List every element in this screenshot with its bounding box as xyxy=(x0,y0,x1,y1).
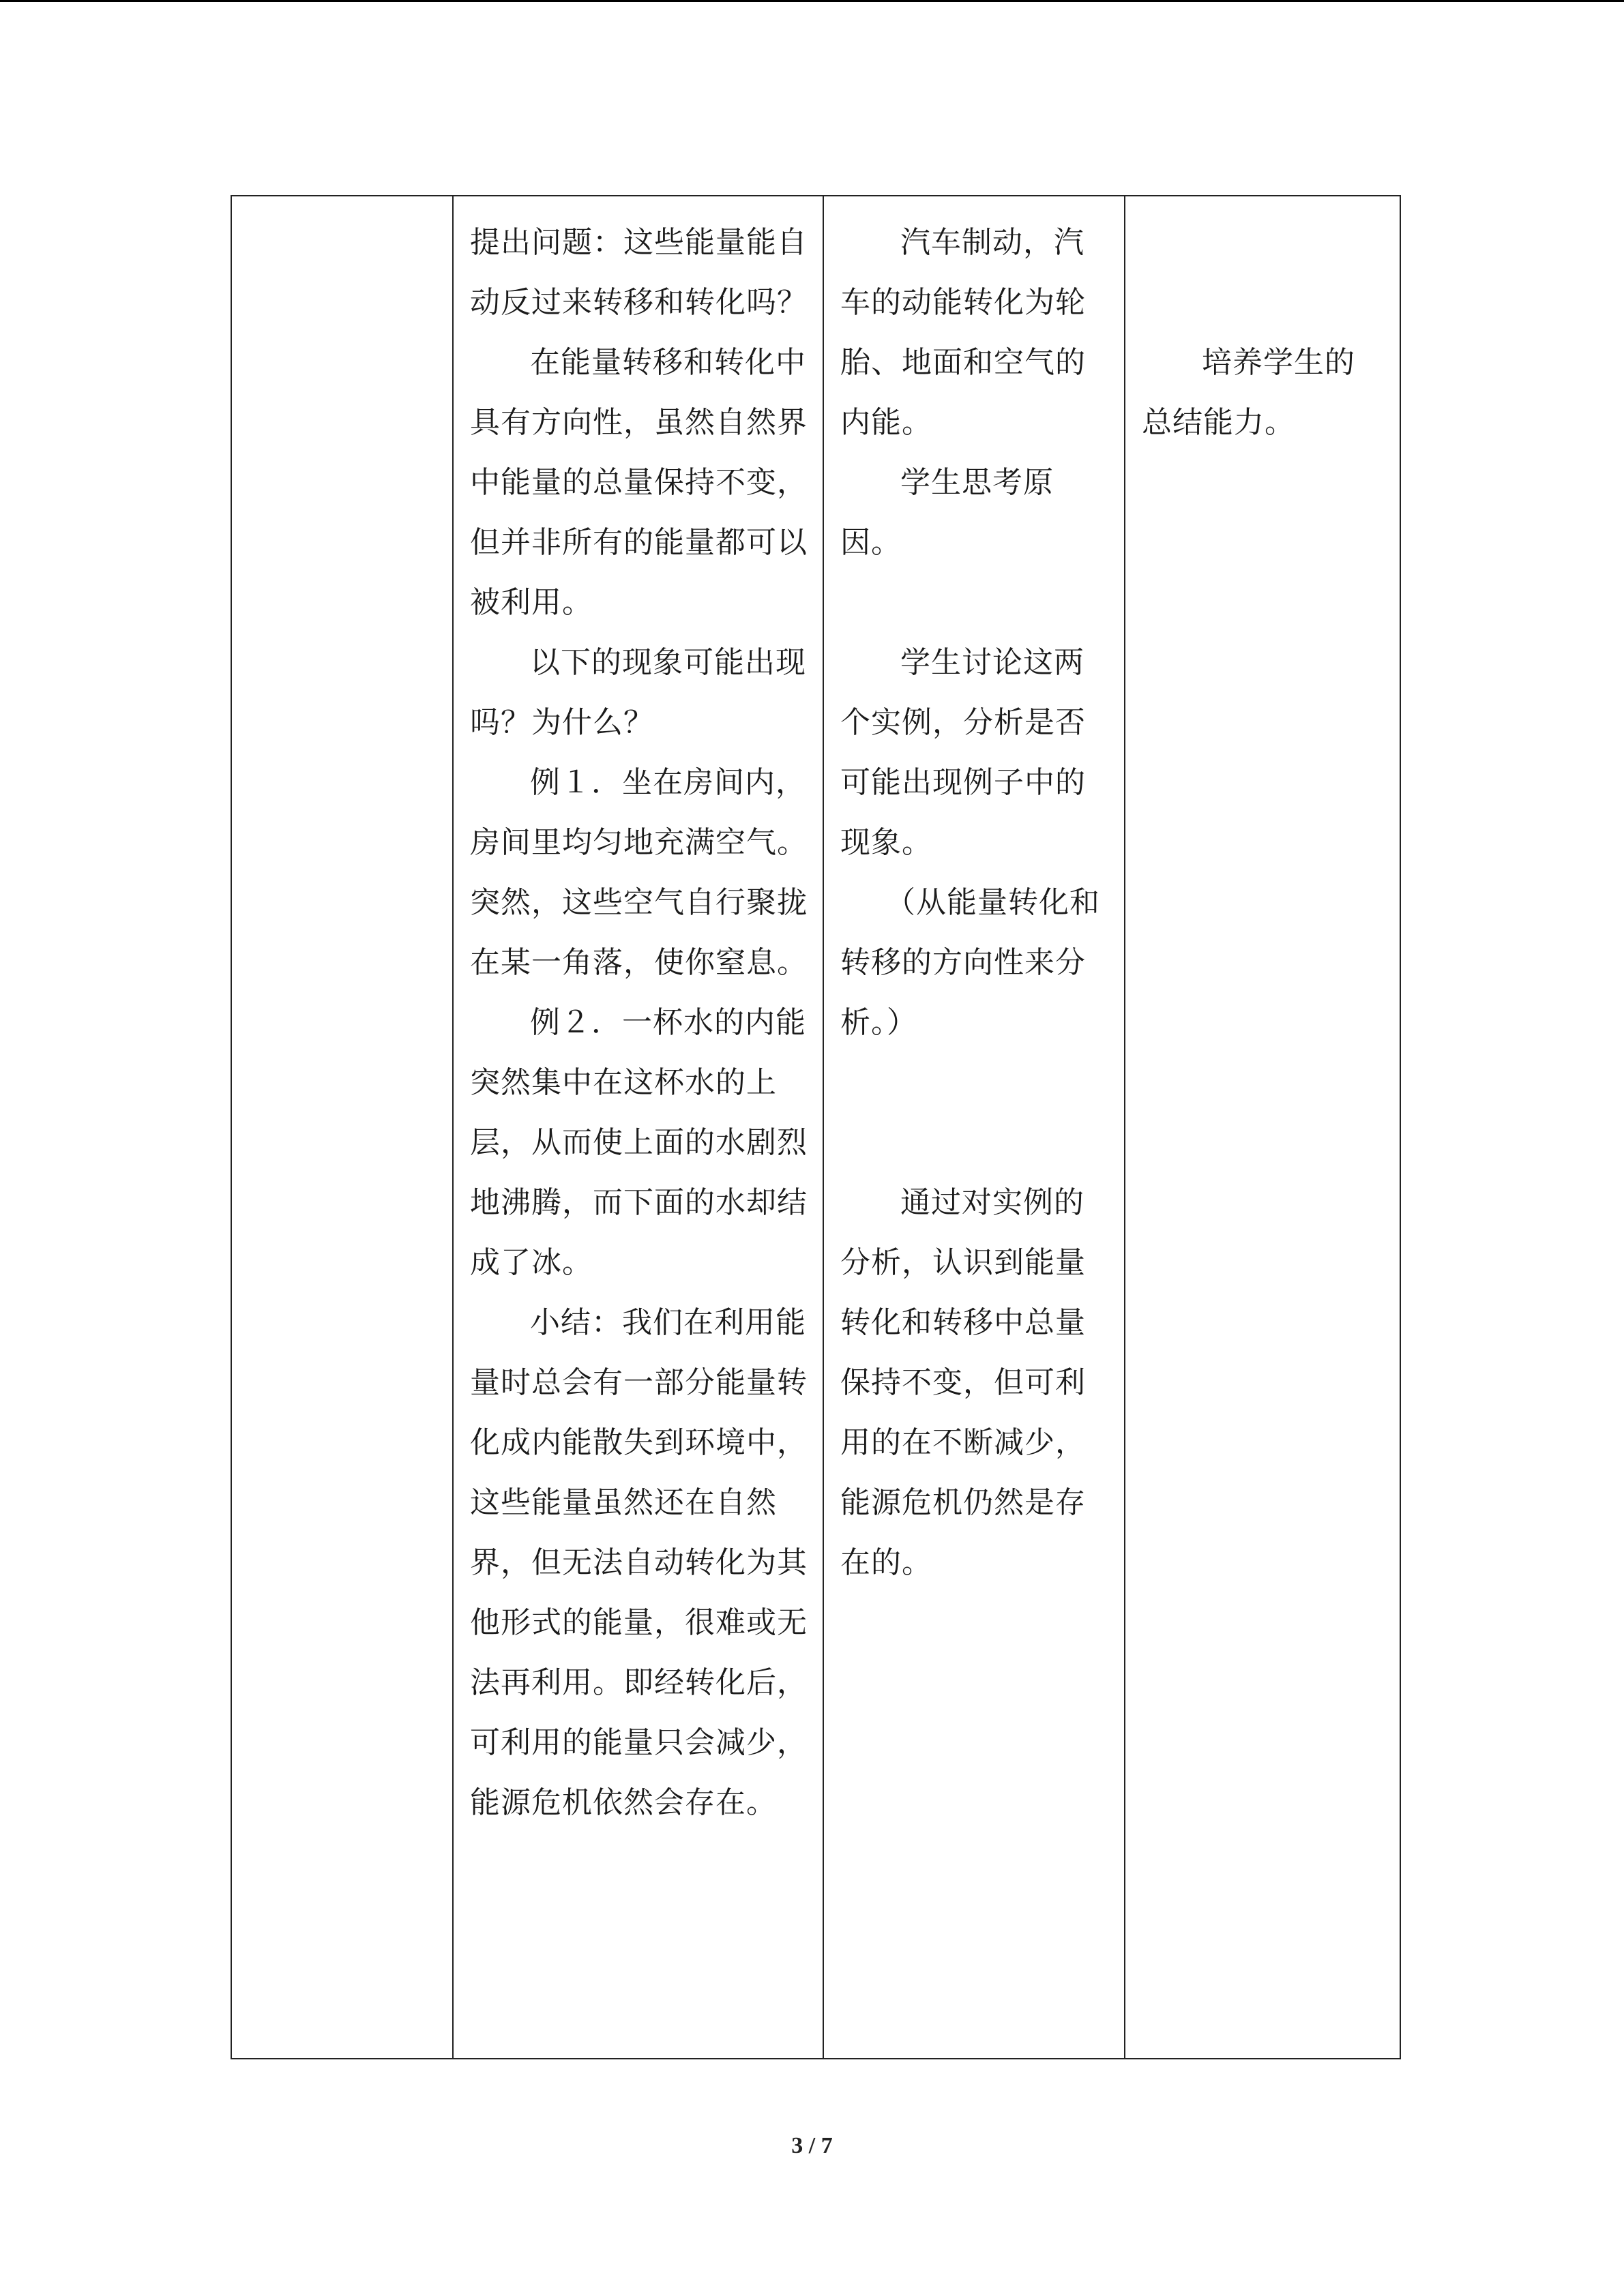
stage-cell-empty xyxy=(231,196,453,2059)
design-intent-cell xyxy=(1125,196,1400,2059)
student-brake-paragraph: 汽车制动，汽车的动能转化为轮胎、地面和空气的内能。 xyxy=(840,225,1086,440)
student-conclusion-paragraph: 通过对实例的分析，认识到能量转化和转移中总量保持不变，但可利用的在不断减少，能源危机仍然是存在的。 xyxy=(840,1185,1086,1580)
design-intent-paragraph: 培养学生的总结能力。 xyxy=(1142,345,1355,440)
page-number: 3 / 7 xyxy=(791,2133,833,2158)
lesson-plan-table xyxy=(231,195,1401,2059)
spacer xyxy=(840,1053,1109,1113)
teacher-direction-paragraph: 在能量转移和转化中具有方向性，虽然自然界中能量的总量保持不变，但并非所有的能量都可以被利用。 xyxy=(470,345,808,620)
student-activity-cell xyxy=(823,196,1125,2059)
student-discuss-paragraph: 学生讨论这两个实例，分析是否可能出现例子中的现象。 xyxy=(840,645,1086,860)
student-think-paragraph: 学生思考原因。 xyxy=(840,465,1054,560)
top-border-line xyxy=(0,0,1624,2)
example-two-paragraph: 例２．一杯水的内能突然集中在这杯水的上层，从而使上面的水剧烈地沸腾，而下面的水却结成了冰。 xyxy=(470,1005,808,1280)
student-hint-paragraph: （从能量转化和转移的方向性来分析。） xyxy=(840,885,1100,1040)
spacer xyxy=(840,573,1109,633)
spacer xyxy=(840,1113,1109,1173)
table-row xyxy=(231,196,1400,2059)
teacher-activity-cell xyxy=(453,196,823,2059)
summary-paragraph: 小结：我们在利用能量时总会有一部分能量转化成内能散失到环境中，这些能量虽然还在自然界，但无法自动转化为其他形式的能量，很难或无法再利用。即经转化后，可利用的能量只会减少，能源危机依然会存在。 xyxy=(470,1305,808,1820)
teacher-prompt-paragraph: 以下的现象可能出现吗？为什么？ xyxy=(470,645,806,740)
teacher-question-paragraph: 提出问题：这些能量能自动反过来转移和转化吗？ xyxy=(470,225,808,320)
example-one-paragraph: 例１．坐在房间内，房间里均匀地充满空气。突然，这些空气自行聚拢在某一角落，使你窒息。 xyxy=(470,765,808,980)
